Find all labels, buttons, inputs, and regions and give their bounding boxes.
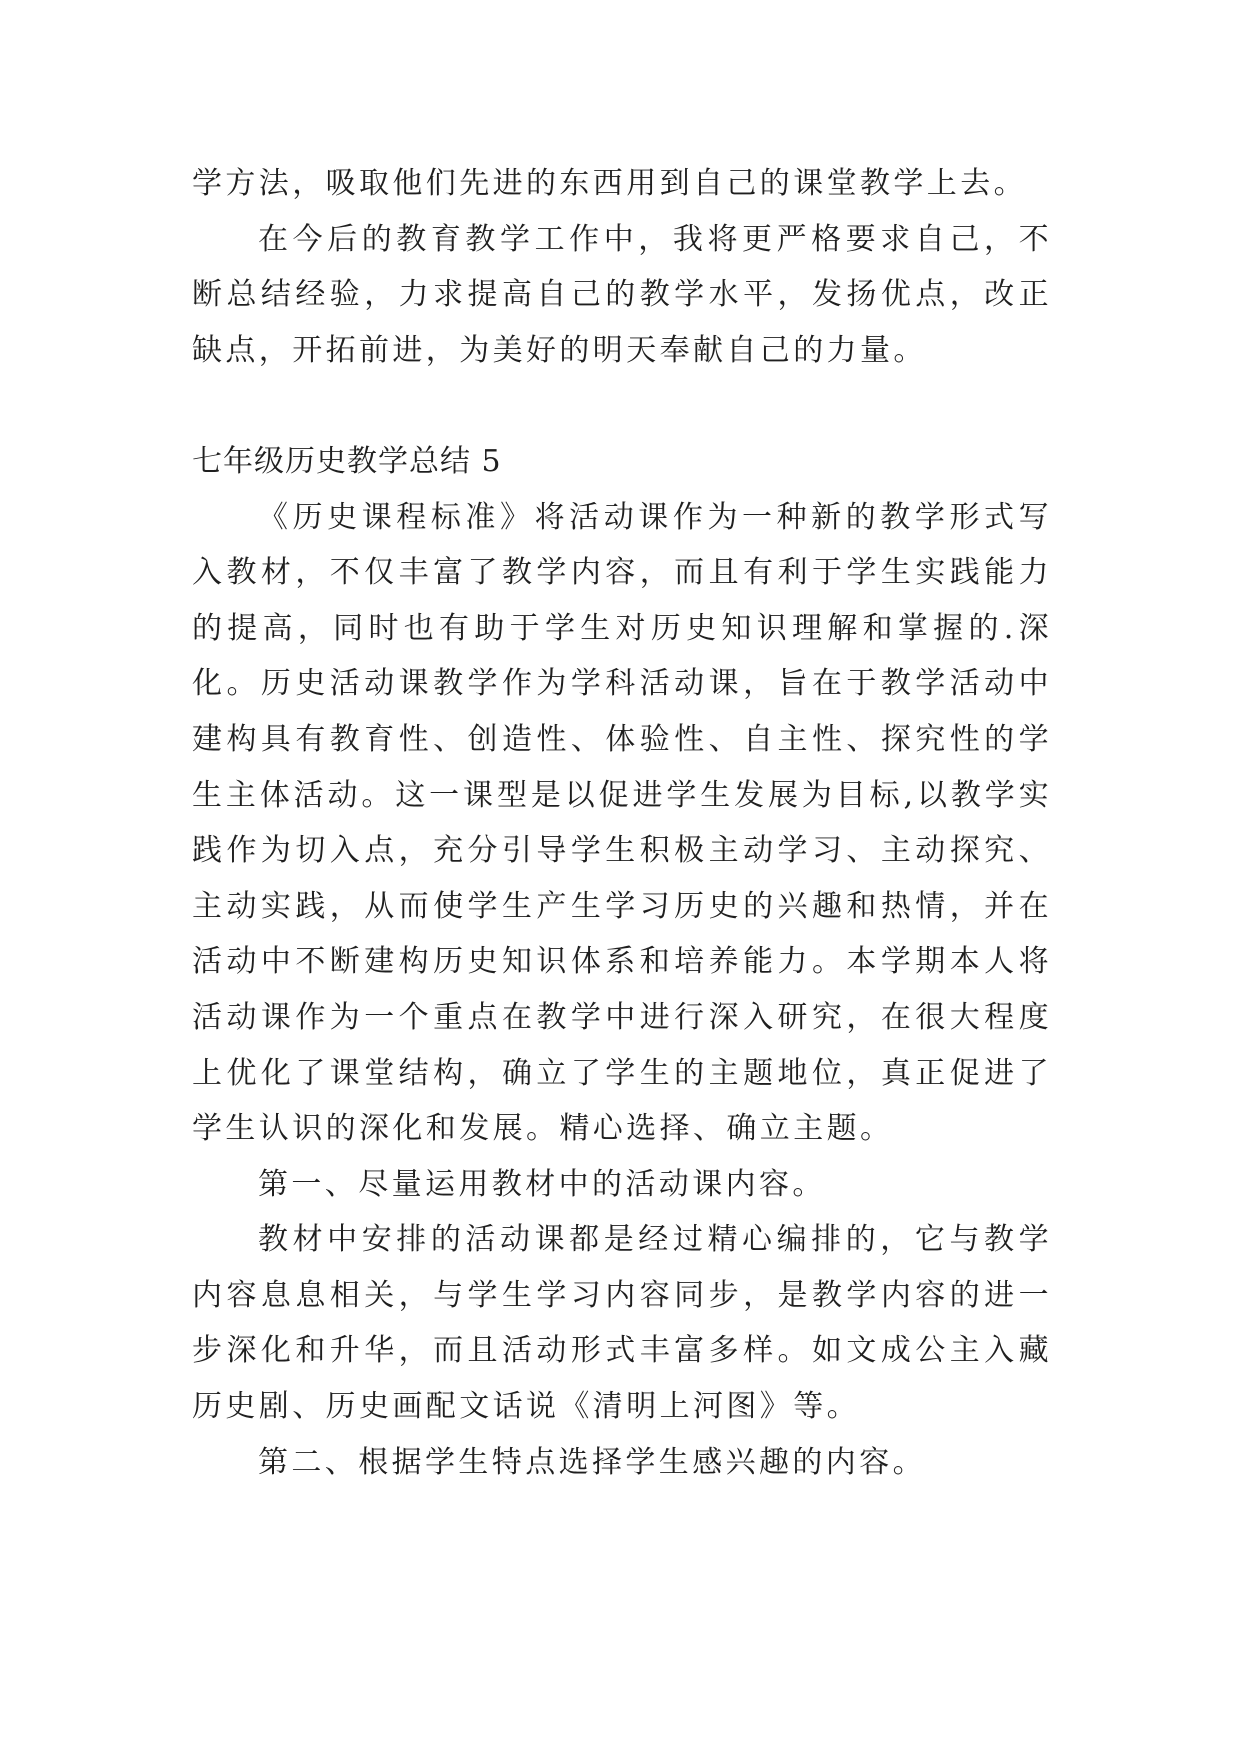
paragraph: 第二、根据学生特点选择学生感兴趣的内容。 (258, 1444, 926, 1480)
document-body (192, 156, 1052, 1490)
paragraph: 第一、尽量运用教材中的活动课内容。 (258, 1166, 826, 1202)
paragraph: 教材中安排的活动课都是经过精心编排的，它与教学内容息息相关，与学生学习内容同步，是教学内容的进一步深化和升华，而且活动形式丰富多样。如文成公主入藏历史剧、历史画配文话说《清明上河图》等。 (192, 1222, 1052, 1425)
paragraph: 学方法，吸取他们先进的东西用到自己的课堂教学上去。 (192, 166, 1027, 201)
paragraph: 在今后的教育教学工作中，我将更严格要求自己，不断总结经验，力求提高自己的教学水平，发扬优点，改正缺点，开拓前进，为美好的明天奉献自己的力量。 (192, 221, 1052, 368)
paragraph: 《历史课程标准》将活动课作为一种新的教学形式写入教材，不仅丰富了教学内容，而且有利于学生实践能力的提高，同时也有助于学生对历史知识理解和掌握的.深化。历史活动课教学作为学科活动课，旨在于教学活动中建构具有教育性、创造性、体验性、自主性、探究性的学生主体活动。这一课型是以促进学生发展为目标,以教学实践作为切入点，充分引导学生积极主动学习、主动探究、主动实践，从而使学生产生学习历史的兴趣和热情，并在活动中不断建构历史知识体系和培养能力。本学期本人将活动课作为一个重点在教学中进行深入研究，在很大程度上优化了课堂结构，确立了学生的主题地位，真正促进了学生认识的深化和发展。精心选择、确立主题。 (192, 499, 1052, 1147)
section-heading: 七年级历史教学总结 5 (192, 443, 502, 479)
